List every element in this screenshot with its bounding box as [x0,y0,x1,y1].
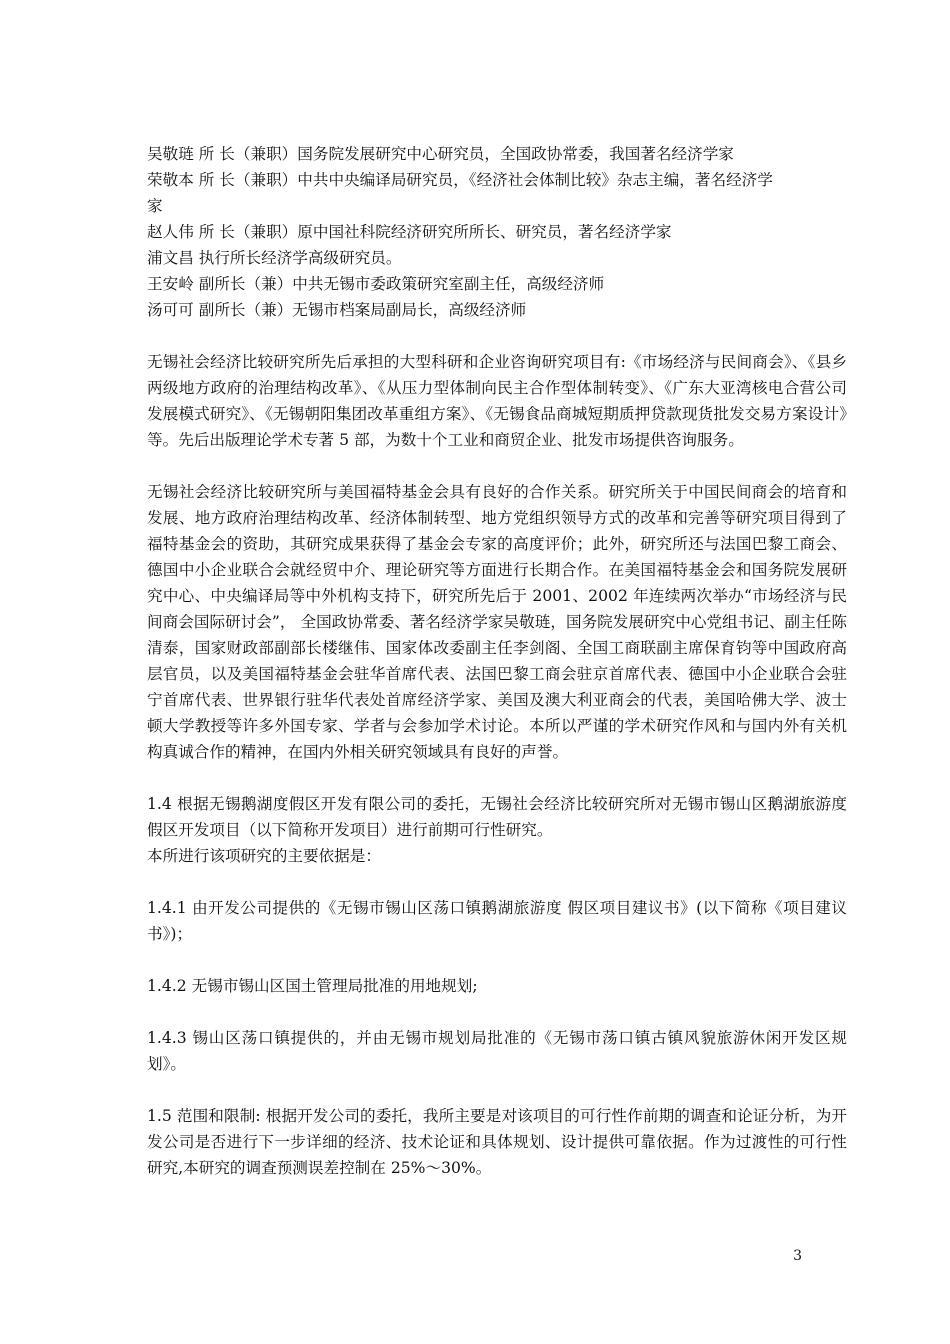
section-1-4-basis-heading: 本所进行该项研究的主要依据是： [147,847,381,865]
cooperation-paragraph: 无锡社会经济比较研究所与美国福特基金会具有良好的合作关系。研究所关于中国民间商会的培育和发展、地方政府治理结构改革、经济体制转型、地方党组织领导方式的改革和完善等研究项目得到了福特基金会的资助，其研究成果获得了基金会专家的高度评价；此外，研究所还与法国巴黎工商会、德国中小企业联合会就经贸中介、理论研究等方面进行长期合作。在美国福特基金会和国务院发展研究中心、中央编译局等中外机构支持下，研究所先后于 2001、2002 年连续两次举办“市场经济与民间商会国际研讨会”， 全国政协常委、著名经济学家吴敬琏，国务院发展研究中心党组书记、副主任陈清泰，国家财政部副部长楼继伟、国家体改委副主任李剑阁、全国工商联副主席保育钧等中国政府高层官员，以及美国福特基金会驻华首席代表、法国巴黎工商会驻京首席代表、德国中小企业联合会驻宁首席代表、世界银行驻华代表处首席经济学家、美国及澳大利亚商会的代表，美国哈佛大学、波士顿大学教授等许多外国专家、学者与会参加学术讨论。本所以严谨的学术研究作风和与国内外有关机构真诚合作的精神，在国内外相关研究领域具有良好的声誉。 [147,483,847,761]
section-1-4-1: 1.4.1 由开发公司提供的《无锡市锡山区荡口镇鹅湖旅游度 假区项目建议书》(以下简称《项目建议书》)； [147,899,847,943]
staff-line: 浦文昌 执行所长经济学高级研究员。 [147,249,402,267]
staff-line: 汤可可 副所长（兼）无锡市档案局副局长，高级经济师 [147,301,527,319]
staff-line: 吴敬琏 所 长（兼职）国务院发展研究中心研究员，全国政协常委，我国著名经济学家 [147,145,734,163]
section-1-4-intro: 1.4 根据无锡鹅湖度假区开发有限公司的委托，无锡社会经济比较研究所对无锡市锡山区鹅湖旅游度假区开发项目（以下简称开发项目）进行前期可行性研究。 [147,795,847,839]
staff-line: 赵人伟 所 长（兼职）原中国社科院经济研究所所长、研究员，著名经济学家 [147,223,672,241]
staff-line: 荣敬本 所 长（兼职）中共中央编译局研究员，《经济社会体制比较》杂志主编，著名经济学 [147,171,773,189]
section-1-4-2: 1.4.2 无锡市锡山区国土管理局批准的用地规划; [147,977,478,995]
staff-line: 王安岭 副所长（兼）中共无锡市委政策研究室副主任，高级经济师 [147,275,605,293]
section-1-4-3: 1.4.3 锡山区荡口镇提供的，并由无锡市规划局批准的《无锡市荡口镇古镇风貌旅游休闲开发区规划》。 [147,1029,847,1073]
document-body [147,141,847,1181]
projects-paragraph: 无锡社会经济比较研究所先后承担的大型科研和企业咨询研究项目有:《市场经济与民间商会》、《县乡两级地方政府的治理结构改革》、《从压力型体制向民主合作型体制转变》、《广东大亚湾核电合营公司发展模式研究》、《无锡朝阳集团改革重组方案》、《无锡食品商城短期质押贷款现货批发交易方案设计》等。先后出版理论学术专著 5 部，为数十个工业和商贸企业、批发市场提供咨询服务。 [147,353,847,449]
staff-line: 家 [147,197,163,215]
page-number: 3 [793,1248,802,1264]
section-1-5: 1.5 范围和限制: 根据开发公司的委托，我所主要是对该项目的可行性作前期的调查和论证分析，为开发公司是否进行下一步详细的经济、技术论证和具体规划、设计提供可靠依据。作为过渡性的可行性研究,本研究的调查预测误差控制在 25%～30%。 [147,1107,847,1177]
